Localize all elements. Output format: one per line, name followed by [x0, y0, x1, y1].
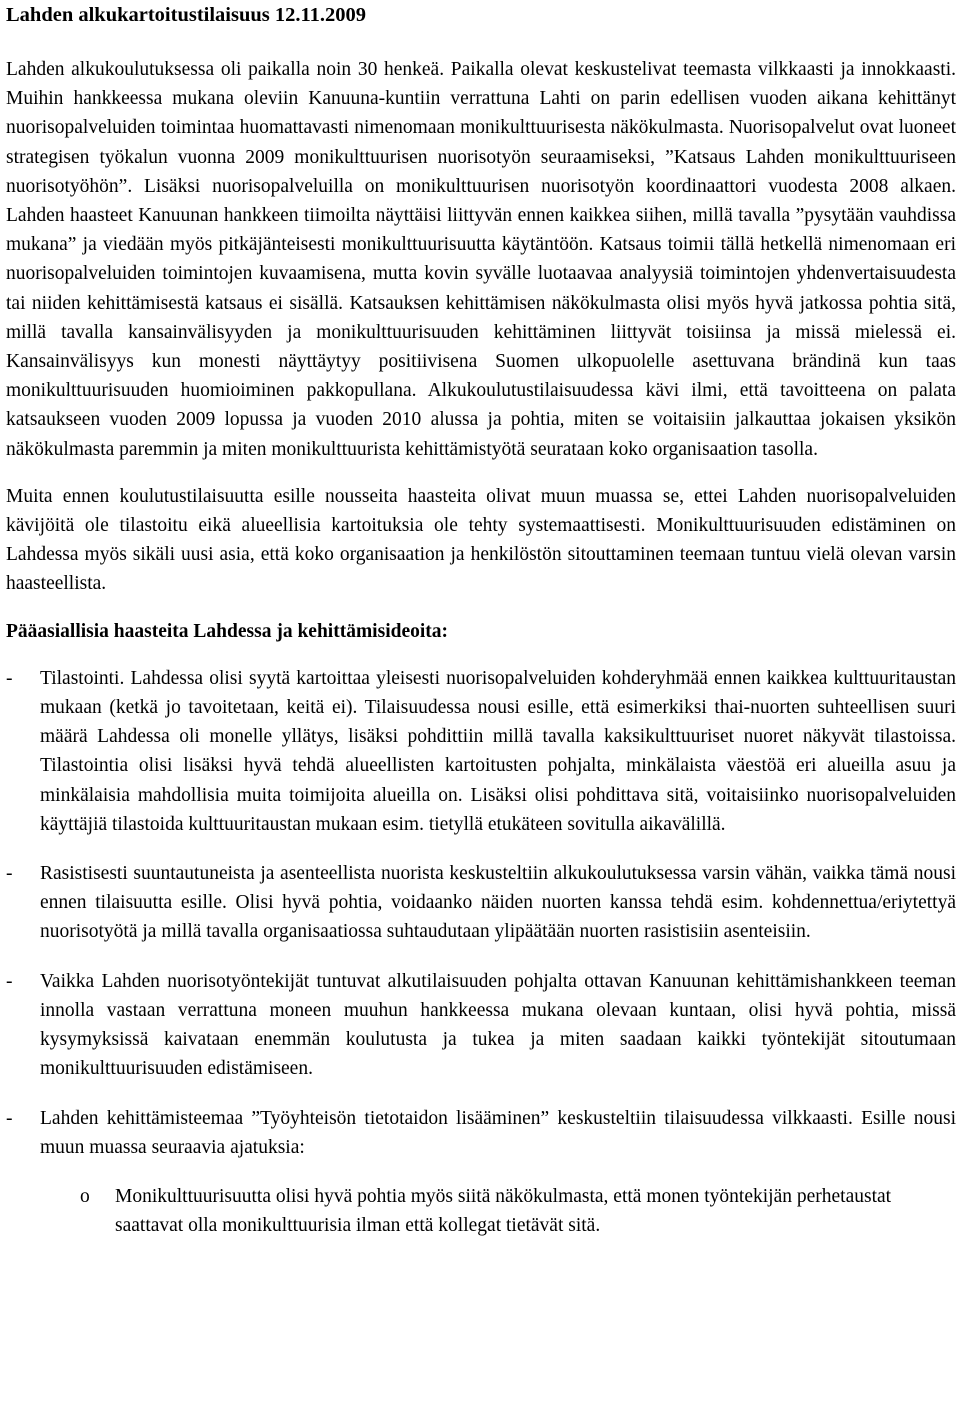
dash-marker: - [6, 667, 13, 689]
list-item-text: Lahden kehittämisteemaa ”Työyhteisön tietotaidon lisääminen” keskusteltiin tilaisuudessa vilkkaasti. Esille nousi muun muassa seuraavia ajatuksia: [40, 1107, 956, 1158]
dash-marker: - [6, 863, 13, 885]
sub-item-family-background [6, 1182, 956, 1240]
list-item-text: Tilastointi. Lahdessa olisi syytä kartoittaa yleisesti nuorisopalveluiden kohderyhmää ennen kaikkea kulttuuritaustan mukaan (ketkä jo tavoitetaan, keitä ei). Tilaisuudessa nousi esille, että esimerkiksi thai-nuorten suhteellisen suuri määrä Lahdessa oli monelle yllätys, lisäksi pohdittiin millä tavalla kaksikulttuuriset nuoret näkyvät tilastoissa. Tilastointia olisi lisäksi hyvä tehdä alueellisten kartoitusten pohjalta, minkälaista väestöä eri alueilla asuu ja minkälaisia mahdollisia muita toimijoita alueilla on. Lisäksi olisi pohdittava sitä, voitaisiinko nuorisopalveluiden käyttäjiä tilastoida kulttuuritaustan mukaan esim. tietyllä etukäteen sovitulla aikavälillä. [40, 667, 956, 835]
sub-item-text: Monikulttuurisuutta olisi hyvä pohtia myös siitä näkökulmasta, että monen työntekijän perhetaustat saattavat olla monikulttuurisia ilman että kollegat tietävät sitä. [115, 1185, 892, 1237]
list-item-racism [6, 859, 956, 947]
spacer [6, 464, 956, 482]
circle-bullet-marker: o [80, 1185, 90, 1207]
intro-paragraph: Lahden alkukoulutuksessa oli paikalla noin 30 henkeä. Paikalla olevat keskustelivat teemasta vilkkaasti ja innokkaasti. Muihin hankkeessa mukana oleviin Kanuuna-kuntiin verrattuna Lahti on parin edellisen vuoden aikana kehittänyt nuorisopalveluiden toimintaa huomattavasti nimenomaan monikulttuurisesta näkökulmasta. Nuorisopalvelut ovat luoneet strategisen työkalun vuonna 2009 monikulttuurisen nuorisotyön seuraamiseksi, ”Katsaus Lahden monikulttuuriseen nuorisotyöhön”. Lisäksi nuorisopalveluilla on monikulttuurisen nuorisotyön koordinaattori vuodesta 2008 alkaen. Lahden haasteet Kanuunan hankkeen tiimoilta näyttäisi liittyvän ennen kaikkea siihen, millä tavalla ”pysytään vauhdissa mukana” ja viedään myös pitkäjänteisesti monikulttuurisuutta käytäntöön. Katsaus toimii tällä hetkellä nimenomaan eri nuorisopalveluiden toimintojen kuvaamisena, mutta kovin syvälle luotaavaa analyysiä toimintojen yhdenvertaisuudesta tai niiden kehittämisestä katsaus ei sisällä. Katsauksen kehittämisen näkökulmasta olisi myös hyvä jatkossa pohtia sitä, millä tavalla kansainvälisyyden ja monikulttuurisuuden kehittäminen liittyvät toisiinsa ja missä mielessä ei. Kansainvälisyys kun monesti näyttäytyy positiivisena Suomen ulkopuolelle asettuvana brändinä kun taas monikulttuurisuuden huomioiminen pakkopullana. Alkukoulutustilaisuudessa kävi ilmi, että tavoitteena on palata katsaukseen vuoden 2009 lopussa ja vuoden 2010 alussa ja pohtia, miten se voitaisiin jalkauttaa jokaisen yksikön näkökulmasta paremmin ja miten monikulttuurista kehittämistyötä seurataan koko organisaation tasolla. [6, 59, 956, 460]
list-item-text: Vaikka Lahden nuorisotyöntekijät tuntuvat alkutilaisuuden pohjalta ottavan Kanuunan kehittämishankkeen teeman innolla vastaan verrattuna moneen muuhun hankkeessa mukana olevaan kuntaan, olisi hyvä pohtia, missä kysymyksissä kaivataan enemmän koulutusta ja tukea ja miten saadaan kaikki työntekijät sitoutumaan monikulttuurisuuden edistämiseen. [40, 970, 956, 1080]
challenges-paragraph: Muita ennen koulutustilaisuutta esille nousseita haasteita olivat muun muassa se, ettei Lahden nuorisopalveluiden kävijöitä ole tilastoitu eikä alueellisia kartoituksia ole tehty systemaattisesti. Monikulttuurisuuden edistäminen on Lahdessa myös sikäli uusi asia, että koko organisaation ja henkilöstön sitouttaminen teemaan tuntuu vielä olevan varsin haasteellista. [6, 485, 956, 595]
list-item-development-theme [6, 1104, 956, 1162]
dash-marker: - [6, 1107, 13, 1129]
challenge-list [6, 664, 956, 1162]
list-item-text: Rasistisesti suuntautuneista ja asenteellista nuorista keskusteltiin alkukoulutuksessa varsin vähän, vaikka tämä nousi ennen tilaisuutta esille. Olisi hyvä pohtia, voidaanko näiden nuorten kanssa tehdä esim. kohdennettua/eriytettyä nuorisotyötä ja millä tavalla organisaatiossa suhtaudutaan ylipäätään nuorten rasistisiin asenteisiin. [40, 863, 956, 943]
spacer [6, 29, 956, 55]
document-title: Lahden alkukartoitustilaisuus 12.11.2009 [6, 4, 366, 26]
list-item-statistics [6, 664, 956, 839]
spacer [6, 646, 956, 664]
document-page [6, 0, 956, 1240]
section-heading: Pääasiallisia haasteita Lahdessa ja kehittämisideoita: [6, 620, 449, 642]
idea-sublist [6, 1182, 956, 1240]
dash-marker: - [6, 970, 13, 992]
list-item-training [6, 967, 956, 1084]
spacer [6, 599, 956, 617]
